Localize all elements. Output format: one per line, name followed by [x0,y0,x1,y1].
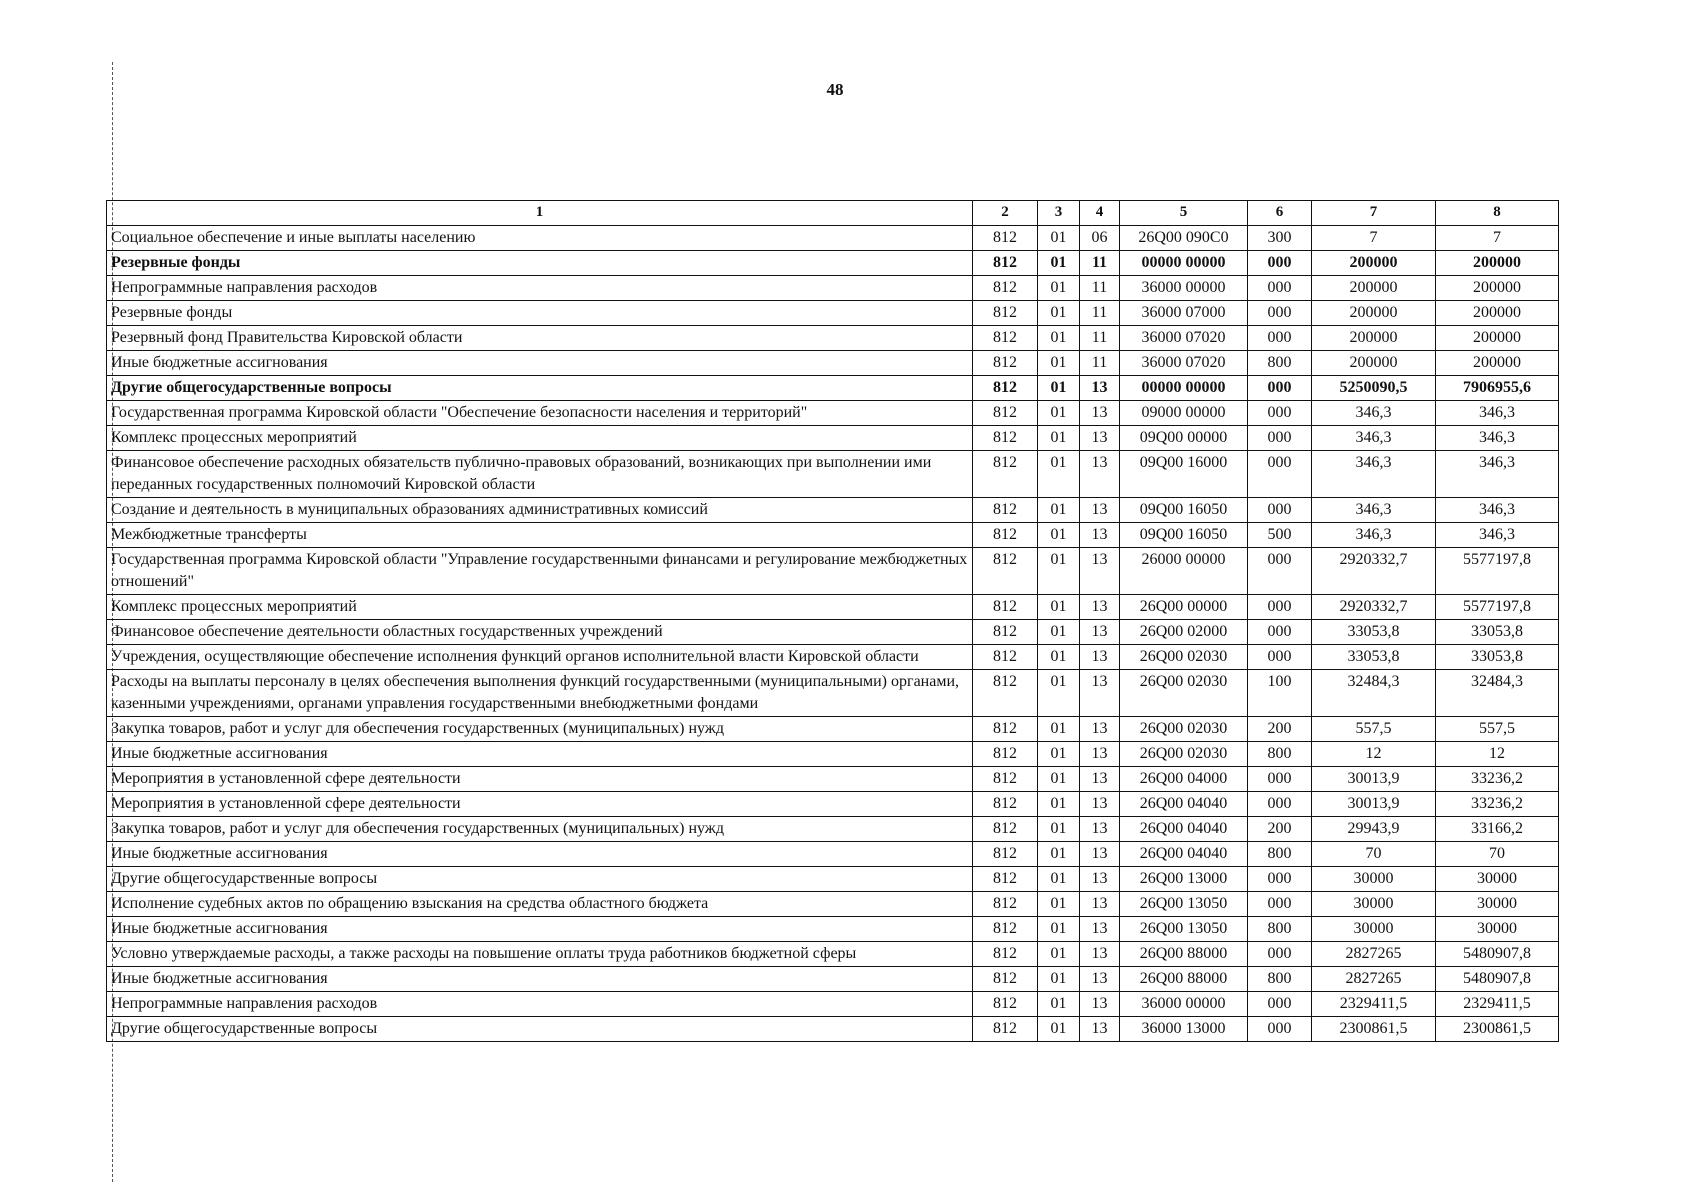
row-name-cell: Другие общегосударственные вопросы [107,376,973,401]
row-code-cell: 812 [973,351,1038,376]
row-name-cell: Комплекс процессных мероприятий [107,595,973,620]
row-amount-1-cell: 30013,9 [1312,792,1436,817]
row-section-cell: 01 [1038,717,1080,742]
row-subsection-cell: 13 [1080,670,1120,717]
row-section-cell: 01 [1038,276,1080,301]
row-amount-2-cell: 200000 [1436,301,1559,326]
row-target-article-cell: 26Q00 88000 [1120,942,1248,967]
table-row [107,301,1559,326]
row-code-cell: 812 [973,1017,1038,1042]
row-amount-1-cell: 346,3 [1312,498,1436,523]
row-target-article-cell: 26Q00 04040 [1120,817,1248,842]
row-amount-1-cell: 557,5 [1312,717,1436,742]
row-code-cell: 812 [973,226,1038,251]
table-row [107,967,1559,992]
row-expense-type-cell: 800 [1248,742,1312,767]
row-amount-1-cell: 29943,9 [1312,817,1436,842]
row-expense-type-cell: 000 [1248,548,1312,595]
row-name-cell: Комплекс процессных мероприятий [107,426,973,451]
row-section-cell: 01 [1038,326,1080,351]
row-subsection-cell: 13 [1080,942,1120,967]
row-amount-2-cell: 12 [1436,742,1559,767]
row-target-article-cell: 00000 00000 [1120,251,1248,276]
row-subsection-cell: 13 [1080,595,1120,620]
row-amount-2-cell: 5480907,8 [1436,942,1559,967]
table-row [107,326,1559,351]
row-code-cell: 812 [973,401,1038,426]
row-name-cell: Другие общегосударственные вопросы [107,1017,973,1042]
row-code-cell: 812 [973,326,1038,351]
row-name-cell: Государственная программа Кировской области "Управление государственными финансами и регулирование межбюджетных отношений" [107,548,973,595]
row-subsection-cell: 11 [1080,301,1120,326]
row-target-article-cell: 26Q00 13050 [1120,917,1248,942]
row-code-cell: 812 [973,767,1038,792]
header-col-6: 6 [1248,201,1312,226]
row-amount-2-cell: 30000 [1436,917,1559,942]
header-row [107,201,1559,226]
row-amount-2-cell: 2300861,5 [1436,1017,1559,1042]
row-amount-2-cell: 30000 [1436,867,1559,892]
row-amount-2-cell: 346,3 [1436,401,1559,426]
row-amount-1-cell: 32484,3 [1312,670,1436,717]
row-amount-2-cell: 346,3 [1436,498,1559,523]
table-row [107,942,1559,967]
row-target-article-cell: 26Q00 04040 [1120,842,1248,867]
row-name-cell: Мероприятия в установленной сфере деятельности [107,767,973,792]
row-amount-1-cell: 33053,8 [1312,620,1436,645]
table-row [107,670,1559,717]
row-expense-type-cell: 800 [1248,351,1312,376]
table-row [107,548,1559,595]
row-name-cell: Учреждения, осуществляющие обеспечение исполнения функций органов исполнительной власти Кировской области [107,645,973,670]
header-col-5: 5 [1120,201,1248,226]
header-col-7: 7 [1312,201,1436,226]
table-header [107,201,1559,226]
budget-table [106,200,1559,1042]
row-subsection-cell: 13 [1080,992,1120,1017]
row-subsection-cell: 13 [1080,401,1120,426]
row-amount-2-cell: 200000 [1436,351,1559,376]
row-target-article-cell: 26Q00 090C0 [1120,226,1248,251]
row-name-cell: Финансовое обеспечение деятельности областных государственных учреждений [107,620,973,645]
row-target-article-cell: 36000 00000 [1120,992,1248,1017]
table-row [107,842,1559,867]
row-code-cell: 812 [973,942,1038,967]
row-target-article-cell: 26Q00 02030 [1120,742,1248,767]
row-subsection-cell: 13 [1080,451,1120,498]
table-row [107,645,1559,670]
row-name-cell: Финансовое обеспечение расходных обязательств публично-правовых образований, возникающих при выполнении ими переданных государственных полномочий Кировской области [107,451,973,498]
row-code-cell: 812 [973,892,1038,917]
row-name-cell: Государственная программа Кировской области "Обеспечение безопасности населения и территорий" [107,401,973,426]
row-amount-2-cell: 33053,8 [1436,645,1559,670]
table-row [107,498,1559,523]
row-subsection-cell: 11 [1080,276,1120,301]
row-expense-type-cell: 000 [1248,276,1312,301]
table-row [107,867,1559,892]
row-target-article-cell: 09Q00 16050 [1120,523,1248,548]
page-number: 48 [826,80,844,99]
row-name-cell: Закупка товаров, работ и услуг для обеспечения государственных (муниципальных) нужд [107,717,973,742]
row-expense-type-cell: 000 [1248,451,1312,498]
row-subsection-cell: 13 [1080,1017,1120,1042]
row-section-cell: 01 [1038,595,1080,620]
row-target-article-cell: 36000 07020 [1120,351,1248,376]
row-section-cell: 01 [1038,351,1080,376]
row-expense-type-cell: 100 [1248,670,1312,717]
row-expense-type-cell: 000 [1248,326,1312,351]
row-amount-2-cell: 346,3 [1436,451,1559,498]
header-col-1: 1 [107,201,973,226]
table-row [107,351,1559,376]
row-name-cell: Закупка товаров, работ и услуг для обеспечения государственных (муниципальных) нужд [107,817,973,842]
row-expense-type-cell: 000 [1248,620,1312,645]
row-target-article-cell: 26Q00 02000 [1120,620,1248,645]
row-subsection-cell: 13 [1080,426,1120,451]
row-amount-1-cell: 2920332,7 [1312,548,1436,595]
row-target-article-cell: 09Q00 00000 [1120,426,1248,451]
row-amount-1-cell: 200000 [1312,251,1436,276]
row-section-cell: 01 [1038,251,1080,276]
header-col-4: 4 [1080,201,1120,226]
row-code-cell: 812 [973,595,1038,620]
row-amount-2-cell: 200000 [1436,276,1559,301]
row-target-article-cell: 36000 13000 [1120,1017,1248,1042]
row-amount-1-cell: 200000 [1312,351,1436,376]
row-name-cell: Резервные фонды [107,301,973,326]
row-code-cell: 812 [973,426,1038,451]
header-col-2: 2 [973,201,1038,226]
table-row [107,523,1559,548]
table-row [107,595,1559,620]
row-amount-2-cell: 200000 [1436,326,1559,351]
row-expense-type-cell: 000 [1248,498,1312,523]
row-subsection-cell: 13 [1080,523,1120,548]
table-row [107,742,1559,767]
row-name-cell: Мероприятия в установленной сфере деятельности [107,792,973,817]
row-section-cell: 01 [1038,451,1080,498]
row-section-cell: 01 [1038,792,1080,817]
table-row [107,376,1559,401]
row-section-cell: 01 [1038,376,1080,401]
row-expense-type-cell: 000 [1248,251,1312,276]
row-amount-2-cell: 2329411,5 [1436,992,1559,1017]
table-row [107,892,1559,917]
row-expense-type-cell: 000 [1248,645,1312,670]
row-code-cell: 812 [973,742,1038,767]
row-amount-1-cell: 12 [1312,742,1436,767]
row-name-cell: Непрограммные направления расходов [107,276,973,301]
row-section-cell: 01 [1038,992,1080,1017]
row-target-article-cell: 26Q00 00000 [1120,595,1248,620]
row-section-cell: 01 [1038,892,1080,917]
row-amount-2-cell: 70 [1436,842,1559,867]
row-subsection-cell: 13 [1080,376,1120,401]
row-name-cell: Расходы на выплаты персоналу в целях обеспечения выполнения функций государственными (муниципальными) органами, казенными учреждениями, органами управления государственными внебюджетными фондами [107,670,973,717]
row-amount-1-cell: 200000 [1312,276,1436,301]
row-section-cell: 01 [1038,645,1080,670]
row-expense-type-cell: 000 [1248,792,1312,817]
table-row [107,620,1559,645]
row-name-cell: Условно утверждаемые расходы, а также расходы на повышение оплаты труда работников бюджетной сферы [107,942,973,967]
row-amount-1-cell: 70 [1312,842,1436,867]
row-subsection-cell: 13 [1080,892,1120,917]
table-row [107,401,1559,426]
table-body [107,226,1559,1042]
row-expense-type-cell: 000 [1248,892,1312,917]
row-code-cell: 812 [973,842,1038,867]
row-amount-1-cell: 7 [1312,226,1436,251]
row-target-article-cell: 09Q00 16050 [1120,498,1248,523]
row-amount-1-cell: 2827265 [1312,967,1436,992]
row-subsection-cell: 06 [1080,226,1120,251]
row-subsection-cell: 13 [1080,917,1120,942]
row-name-cell: Иные бюджетные ассигнования [107,351,973,376]
row-amount-1-cell: 346,3 [1312,523,1436,548]
table-row [107,226,1559,251]
row-name-cell: Непрограммные направления расходов [107,992,973,1017]
row-code-cell: 812 [973,251,1038,276]
row-subsection-cell: 13 [1080,717,1120,742]
row-subsection-cell: 13 [1080,742,1120,767]
row-section-cell: 01 [1038,548,1080,595]
table-row [107,1017,1559,1042]
row-section-cell: 01 [1038,426,1080,451]
row-target-article-cell: 26Q00 13050 [1120,892,1248,917]
row-amount-2-cell: 5480907,8 [1436,967,1559,992]
row-target-article-cell: 36000 07000 [1120,301,1248,326]
row-target-article-cell: 26Q00 88000 [1120,967,1248,992]
row-name-cell: Иные бюджетные ассигнования [107,917,973,942]
row-code-cell: 812 [973,276,1038,301]
header-col-3: 3 [1038,201,1080,226]
row-section-cell: 01 [1038,301,1080,326]
row-amount-2-cell: 557,5 [1436,717,1559,742]
row-expense-type-cell: 000 [1248,942,1312,967]
row-amount-1-cell: 2300861,5 [1312,1017,1436,1042]
row-subsection-cell: 11 [1080,351,1120,376]
row-target-article-cell: 26Q00 02030 [1120,670,1248,717]
row-target-article-cell: 26Q00 04000 [1120,767,1248,792]
row-code-cell: 812 [973,645,1038,670]
table-row [107,717,1559,742]
row-code-cell: 812 [973,967,1038,992]
row-name-cell: Социальное обеспечение и иные выплаты населению [107,226,973,251]
row-amount-2-cell: 346,3 [1436,523,1559,548]
table-row [107,251,1559,276]
row-section-cell: 01 [1038,523,1080,548]
row-code-cell: 812 [973,792,1038,817]
row-target-article-cell: 09000 00000 [1120,401,1248,426]
row-subsection-cell: 13 [1080,842,1120,867]
row-target-article-cell: 26Q00 04040 [1120,792,1248,817]
row-section-cell: 01 [1038,767,1080,792]
row-section-cell: 01 [1038,842,1080,867]
row-expense-type-cell: 300 [1248,226,1312,251]
row-subsection-cell: 11 [1080,326,1120,351]
row-name-cell: Иные бюджетные ассигнования [107,967,973,992]
table-row [107,817,1559,842]
row-target-article-cell: 26000 00000 [1120,548,1248,595]
row-amount-1-cell: 5250090,5 [1312,376,1436,401]
row-expense-type-cell: 500 [1248,523,1312,548]
row-section-cell: 01 [1038,670,1080,717]
row-amount-2-cell: 346,3 [1436,426,1559,451]
row-expense-type-cell: 000 [1248,867,1312,892]
row-amount-2-cell: 33236,2 [1436,767,1559,792]
row-amount-2-cell: 200000 [1436,251,1559,276]
row-expense-type-cell: 000 [1248,1017,1312,1042]
row-section-cell: 01 [1038,742,1080,767]
row-expense-type-cell: 000 [1248,301,1312,326]
table-row [107,792,1559,817]
row-code-cell: 812 [973,548,1038,595]
row-code-cell: 812 [973,301,1038,326]
row-subsection-cell: 13 [1080,967,1120,992]
row-expense-type-cell: 000 [1248,401,1312,426]
row-section-cell: 01 [1038,498,1080,523]
row-name-cell: Другие общегосударственные вопросы [107,867,973,892]
row-amount-2-cell: 7 [1436,226,1559,251]
row-expense-type-cell: 200 [1248,717,1312,742]
row-amount-2-cell: 30000 [1436,892,1559,917]
row-section-cell: 01 [1038,942,1080,967]
row-code-cell: 812 [973,867,1038,892]
row-section-cell: 01 [1038,967,1080,992]
table-row [107,426,1559,451]
header-col-8: 8 [1436,201,1559,226]
row-name-cell: Создание и деятельность в муниципальных образованиях административных комиссий [107,498,973,523]
row-code-cell: 812 [973,376,1038,401]
row-subsection-cell: 13 [1080,498,1120,523]
row-target-article-cell: 26Q00 02030 [1120,717,1248,742]
table-row [107,451,1559,498]
table-row [107,917,1559,942]
row-amount-1-cell: 2920332,7 [1312,595,1436,620]
row-amount-1-cell: 2329411,5 [1312,992,1436,1017]
row-amount-2-cell: 7906955,6 [1436,376,1559,401]
row-name-cell: Исполнение судебных актов по обращению взыскания на средства областного бюджета [107,892,973,917]
row-code-cell: 812 [973,523,1038,548]
row-subsection-cell: 13 [1080,792,1120,817]
row-amount-2-cell: 5577197,8 [1436,548,1559,595]
row-name-cell: Иные бюджетные ассигнования [107,842,973,867]
row-amount-1-cell: 2827265 [1312,942,1436,967]
row-expense-type-cell: 800 [1248,842,1312,867]
row-section-cell: 01 [1038,226,1080,251]
row-code-cell: 812 [973,620,1038,645]
row-subsection-cell: 13 [1080,645,1120,670]
row-amount-1-cell: 346,3 [1312,401,1436,426]
row-amount-2-cell: 33236,2 [1436,792,1559,817]
row-section-cell: 01 [1038,401,1080,426]
row-subsection-cell: 13 [1080,548,1120,595]
row-expense-type-cell: 800 [1248,917,1312,942]
row-expense-type-cell: 000 [1248,767,1312,792]
row-subsection-cell: 13 [1080,867,1120,892]
row-amount-2-cell: 33166,2 [1436,817,1559,842]
row-expense-type-cell: 200 [1248,817,1312,842]
row-name-cell: Резервные фонды [107,251,973,276]
row-target-article-cell: 26Q00 02030 [1120,645,1248,670]
row-amount-1-cell: 30000 [1312,917,1436,942]
row-amount-1-cell: 200000 [1312,301,1436,326]
row-code-cell: 812 [973,917,1038,942]
row-expense-type-cell: 800 [1248,967,1312,992]
table-row [107,767,1559,792]
row-subsection-cell: 13 [1080,620,1120,645]
row-section-cell: 01 [1038,620,1080,645]
row-target-article-cell: 09Q00 16000 [1120,451,1248,498]
row-amount-1-cell: 30013,9 [1312,767,1436,792]
row-name-cell: Межбюджетные трансферты [107,523,973,548]
table-row [107,992,1559,1017]
row-amount-1-cell: 30000 [1312,892,1436,917]
row-section-cell: 01 [1038,867,1080,892]
row-expense-type-cell: 000 [1248,595,1312,620]
row-target-article-cell: 36000 07020 [1120,326,1248,351]
row-expense-type-cell: 000 [1248,992,1312,1017]
row-code-cell: 812 [973,670,1038,717]
row-code-cell: 812 [973,451,1038,498]
row-subsection-cell: 13 [1080,767,1120,792]
row-amount-1-cell: 30000 [1312,867,1436,892]
row-amount-1-cell: 200000 [1312,326,1436,351]
row-amount-1-cell: 346,3 [1312,426,1436,451]
table-row [107,276,1559,301]
row-subsection-cell: 11 [1080,251,1120,276]
row-code-cell: 812 [973,498,1038,523]
row-section-cell: 01 [1038,1017,1080,1042]
row-amount-2-cell: 5577197,8 [1436,595,1559,620]
row-amount-1-cell: 33053,8 [1312,645,1436,670]
row-expense-type-cell: 000 [1248,426,1312,451]
row-code-cell: 812 [973,717,1038,742]
row-section-cell: 01 [1038,917,1080,942]
row-expense-type-cell: 000 [1248,376,1312,401]
row-amount-2-cell: 33053,8 [1436,620,1559,645]
row-amount-2-cell: 32484,3 [1436,670,1559,717]
row-code-cell: 812 [973,992,1038,1017]
row-code-cell: 812 [973,817,1038,842]
row-target-article-cell: 26Q00 13000 [1120,867,1248,892]
row-target-article-cell: 00000 00000 [1120,376,1248,401]
row-name-cell: Резервный фонд Правительства Кировской области [107,326,973,351]
row-target-article-cell: 36000 00000 [1120,276,1248,301]
row-subsection-cell: 13 [1080,817,1120,842]
row-name-cell: Иные бюджетные ассигнования [107,742,973,767]
row-section-cell: 01 [1038,817,1080,842]
row-amount-1-cell: 346,3 [1312,451,1436,498]
